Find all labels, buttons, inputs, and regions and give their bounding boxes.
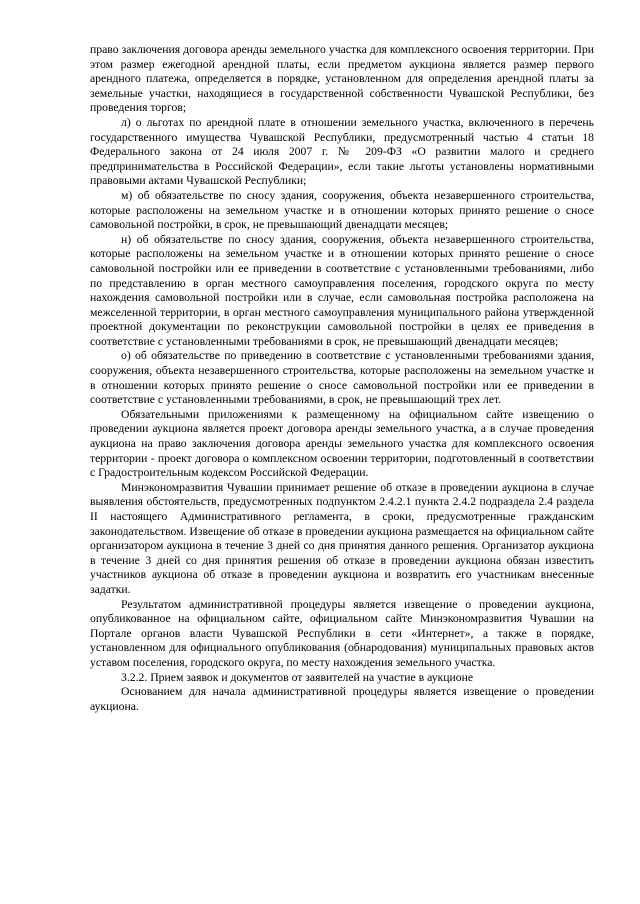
paragraph-item-l: л) о льготах по арендной плате в отношении земельного участка, включенного в перечень государственного имущества Чувашской Республики, предусмотренный частью 4 статьи 18 Федерального закона от 24 июля 2007 г. № 209-ФЗ «О развитии малого и среднего предпринимательства в Российской Федерации», если такие льготы установлены нормативными правовыми актами Чувашской Республики; [90, 115, 594, 188]
paragraph-procedure-basis: Основанием для начала административной процедуры является извещение о проведении аукциона. [90, 685, 594, 713]
paragraph-item-o: о) об обязательстве по приведению в соответствие с установленными требованиями здания, сооружения, объекта незавершенного строительства, которые расположены на земельном участке и в отношении которых принято решение о сносе самовольной постройки или ее приведении в соответствие с установленными требованиями, в срок, не превышающий трех лет. [90, 349, 594, 407]
paragraph-continuation: право заключения договора аренды земельного участка для комплексного освоения территории. При этом размер ежегодной арендной платы, если предметом аукциона является размер первого арендного платежа, определяется в порядке, установленном для определения арендной платы за земельные участки, находящиеся в государственной собственности Чувашской Республики, без проведения торгов; [90, 43, 594, 115]
paragraph-refusal-decision: Минэкономразвития Чувашии принимает решение об отказе в проведении аукциона в случае выявления обстоятельств, предусмотренных подпунктом 2.4.2.1 пункта 2.4.2 подраздела 2.4 раздела II настоящего Административного регламента, в сроки, предусмотренные гражданским законодательством. Извещение об отказе в проведении аукциона размещается на официальном сайте организатором аукциона в течение 3 дней со дня принятия данного решения. Организатор аукциона в течение 3 дней со дня принятия решения об отказе в проведении аукциона обязан известить участников аукциона об отказе в проведении аукциона и возвратить его участникам внесенные задатки. [90, 480, 594, 596]
paragraph-procedure-result: Результатом административной процедуры является извещение о проведении аукциона, опубликованное на официальном сайте, официальном сайте Минэкономразвития Чувашии на Портале органов власти Чувашской Республики в сети «Интернет», а также в порядке, установленном для официального опубликования (обнародования) муниципальных правовых актов уставом поселения, городского округа, по месту нахождения земельного участка. [90, 597, 594, 669]
section-heading-3-2-2: 3.2.2. Прием заявок и документов от заявителей на участие в аукционе [121, 670, 474, 684]
paragraph-item-n: н) об обязательстве по сносу здания, сооружения, объекта незавершенного строительства, которые расположены на земельном участке и в отношении которых принято решение о сносе самовольной постройки или ее приведении в соответствие с установленными требованиями, либо по представлению в орган местного самоуправления поселения, городского округа по месту нахождения самовольной постройки или в случае, если самовольная постройка расположена на межселенной территории, в орган местного самоуправления муниципального района утвержденной проектной документации по реконструкции самовольной постройки в целях ее приведения в соответствие с установленными требованиями в срок, не превышающий двенадцати месяцев; [90, 232, 594, 348]
paragraph-item-m: м) об обязательстве по сносу здания, сооружения, объекта незавершенного строительства, которые расположены на земельном участке и в отношении которых принято решение о сносе самовольной постройки, в срок, не превышающий двенадцати месяцев; [90, 188, 594, 232]
document-body [90, 43, 594, 714]
paragraph-mandatory-attachments: Обязательными приложениями к размещенному на официальном сайте извещению о проведении аукциона является проект договора аренды земельного участка, а в случае проведения аукциона на право заключения договора аренды земельного участка для комплексного освоения территории - проект договора о комплексном освоении территории, подготовленный в соответствии с Градостроительным кодексом Российской Федерации. [90, 407, 594, 480]
